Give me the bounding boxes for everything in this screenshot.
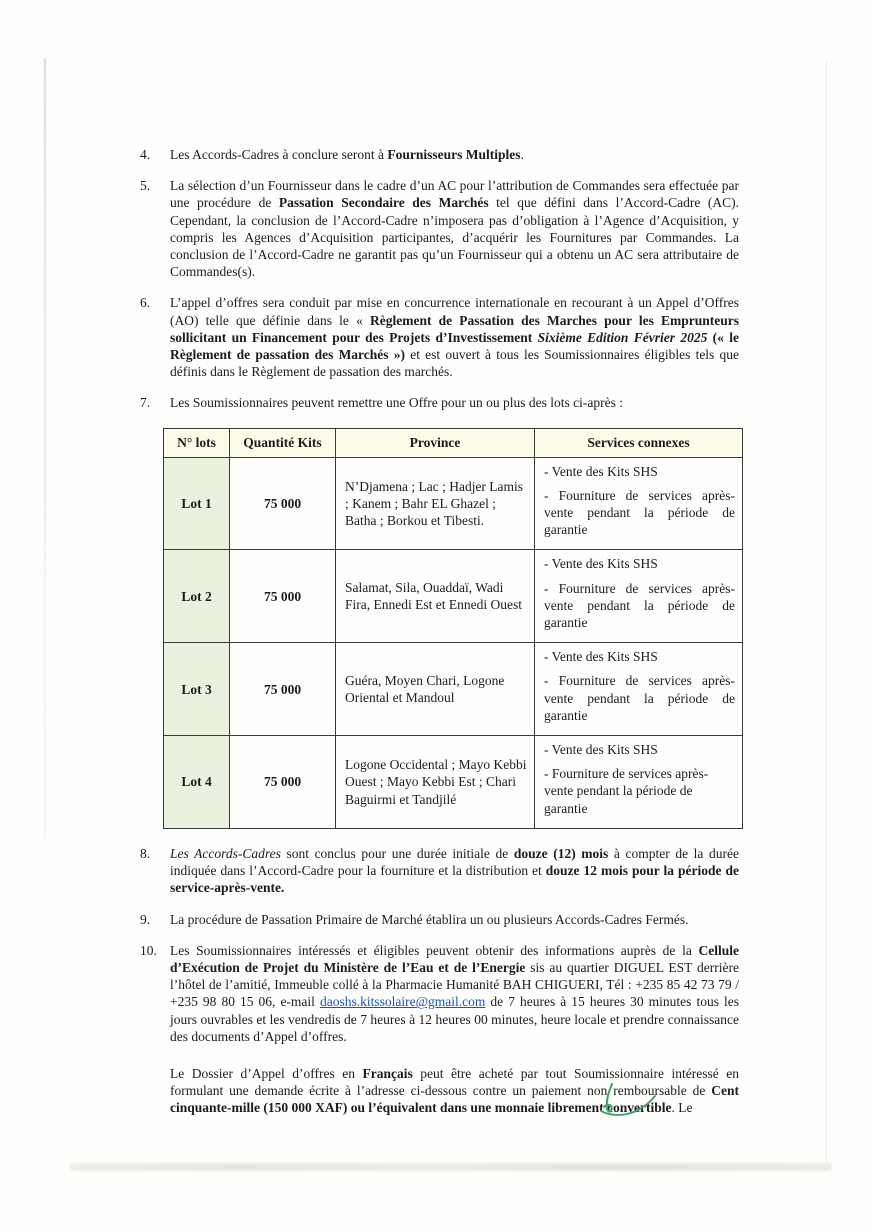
text-run: .: [520, 147, 524, 162]
text-run: Les Soumissionnaires peuvent remettre une Offre pour un ou plus des lots ci-après :: [170, 395, 624, 411]
table-row: [164, 736, 743, 829]
item-text: [170, 394, 739, 411]
list-item-7: [140, 394, 739, 411]
item-text: [170, 845, 739, 897]
text-run: La procédure de Passation Primaire de Marché établira un ou plusieurs Accords-Cadres Fermés.: [170, 911, 689, 927]
service-line: - Vente des Kits SHS: [544, 556, 658, 572]
col-header-province: Province: [336, 428, 535, 457]
item-number: 4.: [140, 147, 151, 162]
item-number: 10.: [140, 942, 157, 958]
quantity-cell: 75 000: [230, 550, 336, 643]
text-run: L’appel d’offres sera conduit par mise en concurrence internationale en recourant à un Appel d’Offres (AO) telle que définie dans le «: [170, 295, 739, 328]
text-run: sont conclus pour une durée initiale de: [280, 845, 514, 861]
service-line: - Fourniture de services après-vente pendant la période de garantie: [544, 487, 735, 538]
list-item-10: [140, 942, 739, 1045]
col-header-lots: N° lots: [164, 428, 230, 457]
text-run: Cellule d’Exécution de Projet du Ministère de l’Eau et de l’Energie: [170, 942, 739, 975]
text-run: (« le Règlement de passation des Marchés »): [170, 329, 739, 363]
text-run: tel que défini dans l’Accord-Cadre (AC). Cependant, la conclusion de l’Accord-Cadre n’imposera pas d’obligation à l’Agence d’Acquisition, y compris les Agences d’Acquisition participantes, d’acquérir les Fournitures par Commandes. La conclusion de l’Accord-Cadre ne garantit pas qu’un Fournisseur qui a obtenu un AC sera attributaire de Commandes(s).: [170, 195, 739, 280]
text-run: et est ouvert à tous les Soumissionnaires éligibles tels que définis dans le Règlement de passation des marchés.: [170, 347, 740, 380]
item-number: 7.: [140, 395, 151, 411]
text-run: sis au quartier DIGUEL EST derrière l’hôtel de l’amitié, Immeuble collé à la Pharmacie Humanité BAH CHIGUERI, Tél : +235 85 42 73 79 / +235 98 80 15 06, e-mail: [170, 959, 739, 1010]
text-run: Les Soumissionnaires intéressés et éligibles peuvent obtenir des informations auprès de la: [170, 942, 699, 958]
services-cell: [535, 736, 743, 829]
text-run: Les Accords-Cadres à conclure seront à: [170, 147, 388, 162]
document-body: [140, 146, 739, 1131]
services-cell: [535, 457, 743, 550]
item-number: [140, 1065, 170, 1117]
lot-cell: Lot 3: [164, 643, 230, 736]
item-number: 6.: [140, 295, 151, 311]
lot-cell: Lot 1: [164, 457, 230, 550]
lot-cell: Lot 4: [164, 736, 230, 829]
lot-cell: Lot 2: [164, 550, 230, 643]
quantity-cell: 75 000: [230, 643, 336, 736]
text-run: Français: [362, 1065, 413, 1081]
text-run: Le Dossier d’Appel d’offres en: [170, 1065, 363, 1081]
list-item-4: [140, 146, 739, 163]
lots-table-body: [164, 457, 743, 828]
province-cell: Salamat, Sila, Ouaddaï, Wadi Fira, Ennedi Est et Ennedi Ouest: [336, 550, 535, 643]
list-item-8: [140, 845, 739, 897]
service-line: - Fourniture de services après-vente pendant la période de garantie: [544, 580, 735, 631]
item-text: [170, 177, 739, 280]
quantity-cell: 75 000: [230, 457, 336, 550]
lots-table: [163, 428, 743, 829]
item-number: 9.: [140, 911, 151, 927]
lots-table-header: [164, 428, 743, 457]
email-link[interactable]: daoshs.kitssolaire@gmail.com: [319, 994, 486, 1010]
list-item-5: [140, 177, 739, 280]
text-run: La sélection d’un Fournisseur dans le cadre d’un AC pour l’attribution de Commandes sera effectuée par une procédure de: [170, 178, 739, 211]
item-text: [170, 294, 739, 380]
services-cell: [535, 550, 743, 643]
province-cell: Logone Occidental ; Mayo Kebbi Ouest ; Mayo Kebbi Est ; Chari Baguirmi et Tandjilé: [336, 736, 535, 829]
services-cell: [535, 643, 743, 736]
col-header-quantity: Quantité Kits: [230, 428, 336, 457]
text-run: Les Accords-Cadres: [170, 845, 281, 861]
scan-edge-bottom: [70, 1163, 832, 1171]
province-cell: Guéra, Moyen Chari, Logone Oriental et Mandoul: [336, 643, 535, 736]
text-run: . Le: [671, 1100, 693, 1116]
text-run: à compter de la durée indiquée dans l’Accord-Cadre pour la fourniture et la distribution et: [170, 845, 740, 879]
quantity-cell: 75 000: [230, 736, 336, 829]
text-run: peut être acheté par tout Soumissionnaire intéressé en formulant une demande écrite à l’adresse ci-dessous contre un paiement non remboursable de: [170, 1065, 740, 1099]
text-run: douze (12) mois: [513, 845, 609, 861]
item-text: [170, 942, 739, 1045]
service-line: - Vente des Kits SHS: [544, 649, 658, 665]
text-run: Règlement de Passation des Marches pour les Emprunteurs sollicitant un Financement pour des Projets d’Investissement: [170, 312, 739, 345]
text-run: douze 12 mois pour la période de service-après-vente.: [170, 863, 739, 896]
text-run: Fournisseurs Multiples: [387, 147, 521, 162]
service-line: - Vente des Kits SHS: [544, 463, 658, 479]
green-pen-mark-icon: [588, 1078, 668, 1128]
text-run: de 7 heures à 15 heures 30 minutes tous les jours ouvrables et les vendredis de 7 heures à 12 heures 00 minutes, heure locale et prendre connaissance des documents d’Appel d’offres.: [170, 994, 739, 1044]
province-cell: N’Djamena ; Lac ; Hadjer Lamis ; Kanem ; Bahr EL Ghazel ; Batha ; Borkou et Tibesti.: [336, 457, 535, 550]
table-row: [164, 643, 743, 736]
col-header-services: Services connexes: [535, 428, 743, 457]
scan-edge-right: [826, 60, 827, 1165]
item-number: 5.: [140, 178, 151, 194]
list-item-9: [140, 911, 739, 928]
list-item-6: [140, 294, 739, 380]
text-run: Passation Secondaire des Marchés: [278, 195, 489, 211]
item-number: 8.: [140, 845, 151, 861]
service-line: - Vente des Kits SHS: [544, 742, 658, 758]
text-run: Sixième Edition Février 2025: [537, 329, 708, 345]
table-row: [164, 457, 743, 550]
scan-edge-left: [44, 58, 46, 838]
item-text: [170, 146, 739, 163]
service-line: - Fourniture de services après-vente pendant la période de garantie: [544, 766, 709, 816]
header-row: [164, 428, 743, 457]
text-run: Cent cinquante-mille (150 000 XAF) ou l’équivalent dans une monnaie librement convertible: [170, 1083, 739, 1116]
table-row: [164, 550, 743, 643]
service-line: - Fourniture de services après-vente pendant la période de garantie: [544, 673, 735, 723]
item-text: [170, 911, 739, 928]
